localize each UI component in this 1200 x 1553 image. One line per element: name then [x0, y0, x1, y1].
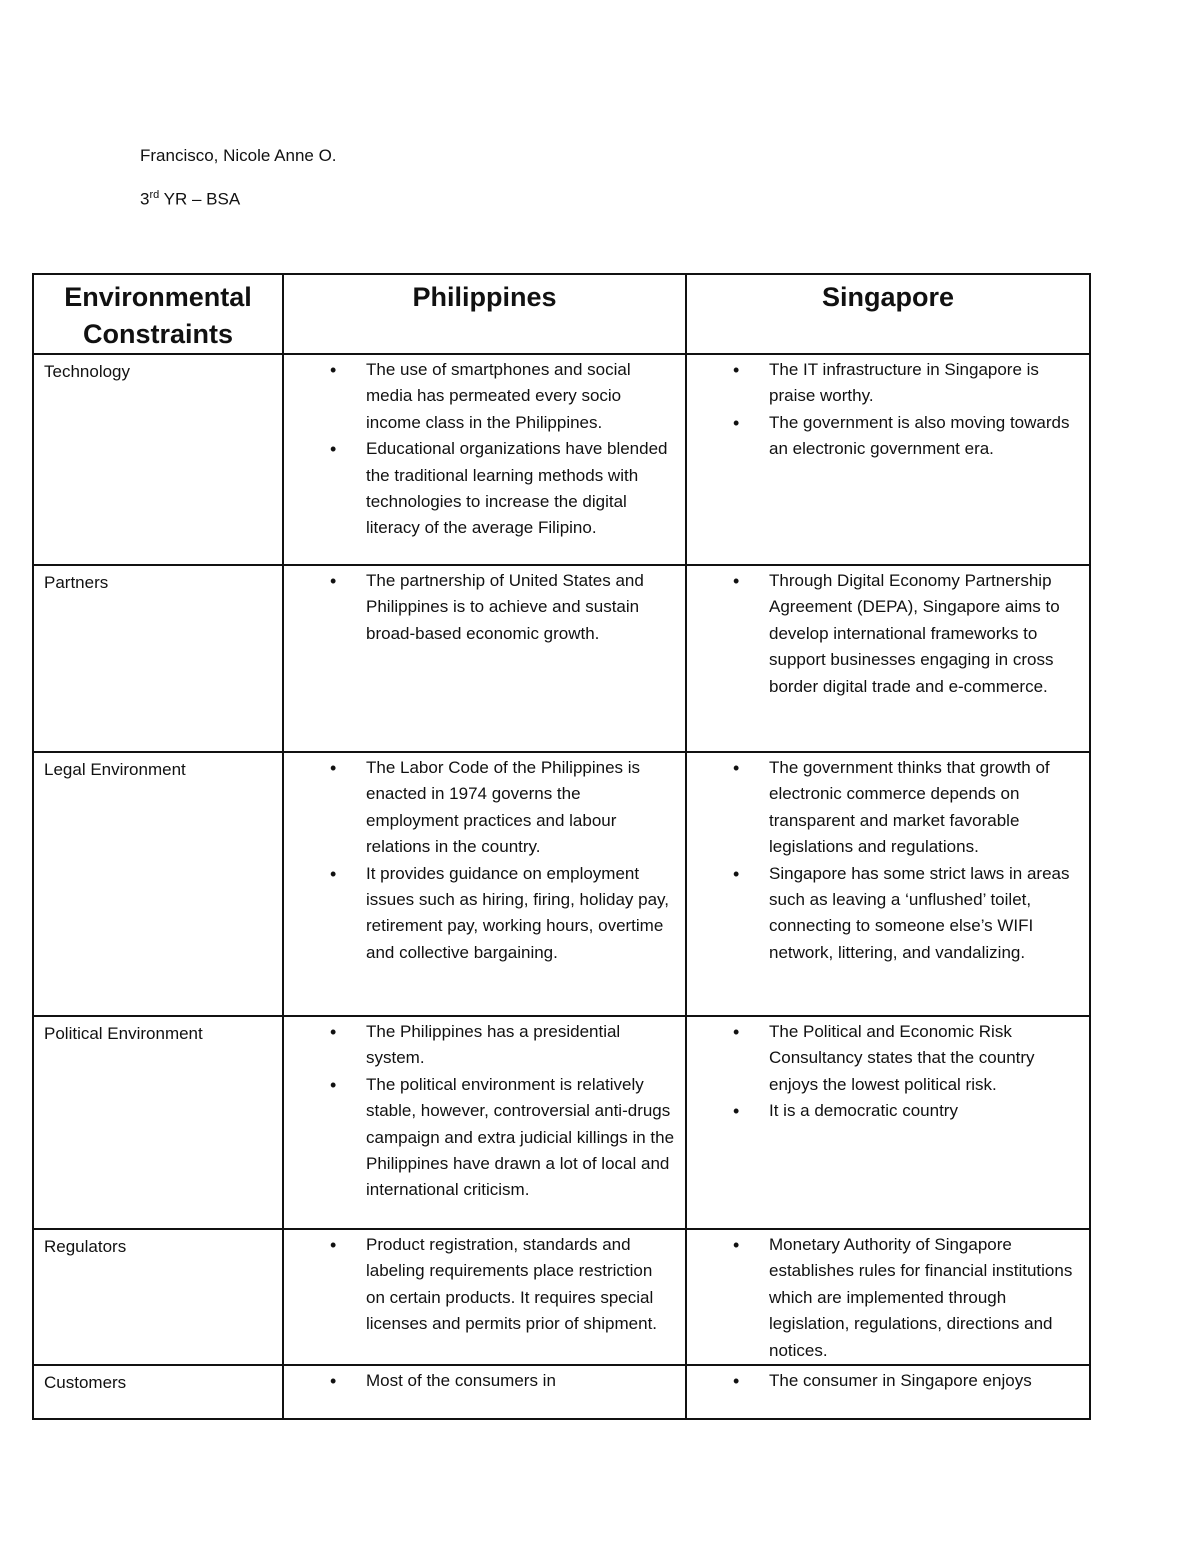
table-row — [33, 752, 1090, 1016]
bullet-item: • Singapore has some strict laws in areas such as leaving a ‘unflushed’ toilet, connecting to someone else’s WIFI network, littering, and vandalizing. — [769, 861, 1079, 967]
bullet-item: • The consumer in Singapore enjoys — [769, 1368, 1079, 1394]
row-label: Partners — [33, 565, 283, 752]
philippines-cell — [283, 1016, 686, 1229]
author-name: Francisco, Nicole Anne O. — [140, 146, 337, 165]
singapore-cell — [686, 565, 1090, 752]
philippines-cell — [283, 752, 686, 1016]
row-label: Technology — [33, 354, 283, 565]
bullet-item: • The use of smartphones and social media has permeated every socio income class in the Philippines. — [366, 357, 675, 436]
philippines-cell — [283, 565, 686, 752]
row-label: Customers — [33, 1365, 283, 1419]
year-ordinal: rd — [149, 189, 160, 201]
column-header-constraints: Environmental Constraints — [33, 274, 283, 354]
row-label: Legal Environment — [33, 752, 283, 1016]
bullet-item: • It is a democratic country — [769, 1098, 1079, 1124]
row-label: Political Environment — [33, 1016, 283, 1229]
table-row — [33, 1229, 1090, 1365]
bullet-item: • The partnership of United States and Philippines is to achieve and sustain broad-based economic growth. — [366, 568, 675, 647]
bullet-item: • Product registration, standards and labeling requirements place restriction on certain products. It requires special licenses and permits prior of shipment. — [366, 1232, 675, 1338]
bullet-item: • Most of the consumers in — [366, 1368, 675, 1394]
bullet-item: • The Political and Economic Risk Consultancy states that the country enjoys the lowest political risk. — [769, 1019, 1079, 1098]
bullet-item: • It provides guidance on employment issues such as hiring, firing, holiday pay, retirement pay, working hours, overtime and collective bargaining. — [366, 861, 675, 967]
year-course-text: YR – BSA — [159, 189, 241, 209]
philippines-cell — [283, 1229, 686, 1365]
singapore-cell — [686, 1229, 1090, 1365]
table-row — [33, 565, 1090, 752]
row-label: Regulators — [33, 1229, 283, 1365]
philippines-cell — [283, 1365, 686, 1419]
year-number: 3 — [140, 189, 150, 209]
constraints-table — [32, 273, 1091, 1420]
year-course — [140, 189, 240, 210]
singapore-cell — [686, 354, 1090, 565]
bullet-item: • Through Digital Economy Partnership Agreement (DEPA), Singapore aims to develop international frameworks to support businesses engaging in cross border digital trade and e-commerce. — [769, 568, 1079, 700]
table-row — [33, 1016, 1090, 1229]
bullet-item: • The IT infrastructure in Singapore is praise worthy. — [769, 357, 1079, 410]
bullet-item: • Educational organizations have blended the traditional learning methods with technologies to increase the digital literacy of the average Filipino. — [366, 436, 675, 542]
column-header-philippines: Philippines — [283, 274, 686, 354]
bullet-item: • The Philippines has a presidential system. — [366, 1019, 675, 1072]
bullet-item: • The political environment is relatively stable, however, controversial anti-drugs campaign and extra judicial killings in the Philippines have drawn a lot of local and international criticism. — [366, 1072, 675, 1204]
bullet-item: • The government thinks that growth of electronic commerce depends on transparent and market favorable legislations and regulations. — [769, 755, 1079, 861]
singapore-cell — [686, 752, 1090, 1016]
philippines-cell — [283, 354, 686, 565]
bullet-item: • Monetary Authority of Singapore establishes rules for financial institutions which are implemented through legislation, regulations, directions and notices. — [769, 1232, 1079, 1364]
table-row — [33, 354, 1090, 565]
bullet-item: • The government is also moving towards an electronic government era. — [769, 410, 1079, 463]
column-header-singapore: Singapore — [686, 274, 1090, 354]
table-row — [33, 1365, 1090, 1419]
table-header-row — [33, 274, 1090, 354]
bullet-item: • The Labor Code of the Philippines is enacted in 1974 governs the employment practices and labour relations in the country. — [366, 755, 675, 861]
singapore-cell — [686, 1365, 1090, 1419]
singapore-cell — [686, 1016, 1090, 1229]
